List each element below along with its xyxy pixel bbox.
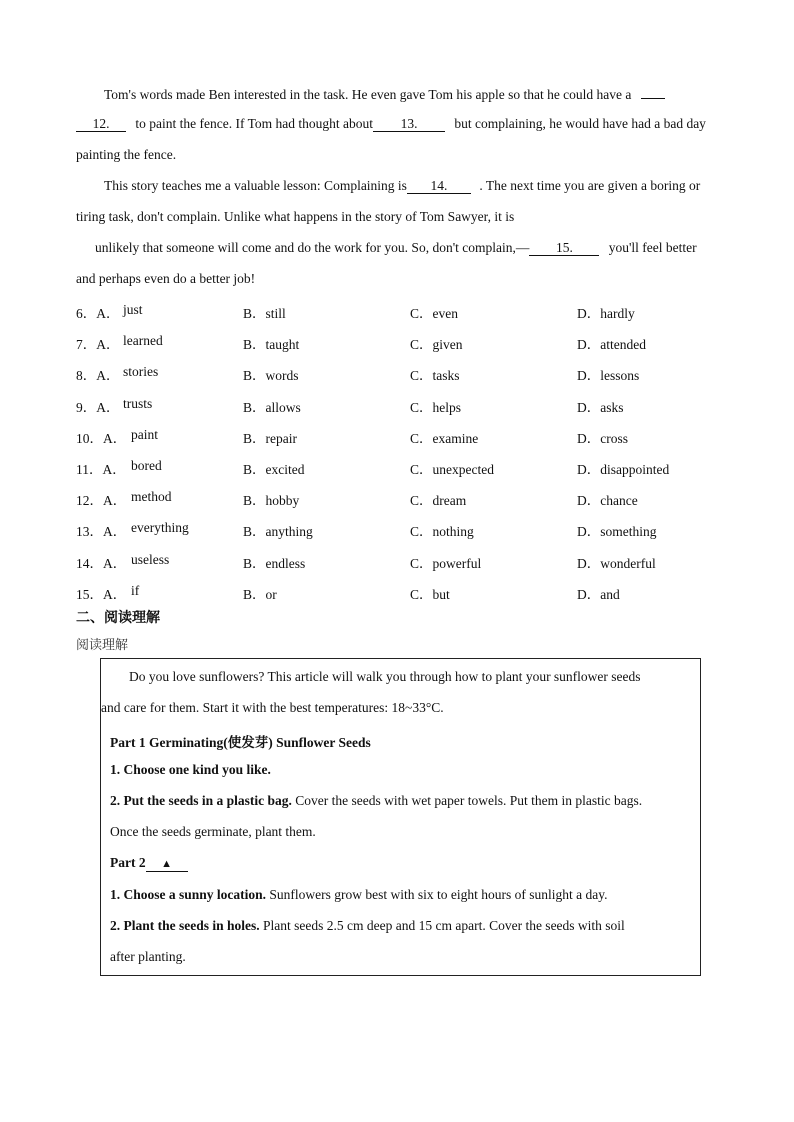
passage-text: unlikely that someone will come and do the work for you. So, don't complain,— xyxy=(95,240,530,255)
part2-blank: ▲ xyxy=(146,857,188,872)
answer-blank-15: 15. xyxy=(529,241,599,256)
passage-text: you'll feel better xyxy=(608,240,697,255)
passage-line xyxy=(76,271,255,287)
option-c: C．helps xyxy=(410,399,462,415)
option-a: learned xyxy=(123,333,163,349)
step-heading: 2. Put the seeds in a plastic bag. xyxy=(110,793,292,808)
passage-text: to paint the fence. If Tom had thought about xyxy=(135,116,373,131)
option-d: D．disappointed xyxy=(577,462,670,477)
option-d: D．attended xyxy=(577,337,646,353)
option-b: B．or xyxy=(243,586,277,602)
step-text: Once the seeds germinate, plant them. xyxy=(110,824,316,839)
question-number: 6．A． xyxy=(76,306,120,321)
option-d: D．lessons xyxy=(577,368,640,384)
step-line xyxy=(110,887,608,903)
passage-text: tiring task, don't complain. Unlike what happens in the story of Tom Sawyer, it is xyxy=(76,209,515,224)
step-heading: 2. Plant the seeds in holes. xyxy=(110,918,260,933)
option-a: paint xyxy=(131,426,158,442)
part1-heading: Part 1 Germinating(使发芽) Sunflower Seeds xyxy=(110,735,371,750)
answer-blank-13: 13. xyxy=(373,117,445,132)
question-number: 15．A． xyxy=(76,586,127,602)
question-number: 13．A． xyxy=(76,524,127,540)
question-number: 12．A． xyxy=(76,493,127,509)
part2-label: Part 2 xyxy=(110,855,146,870)
answer-blank xyxy=(641,84,665,99)
option-a: trusts xyxy=(123,395,153,411)
option-d: D．hardly xyxy=(577,306,635,321)
answer-blank-12: 12. xyxy=(76,117,126,132)
part2-heading xyxy=(110,855,188,872)
step-text: Plant seeds 2.5 cm deep and 15 cm apart. Cover the seeds with soil xyxy=(259,918,625,933)
option-d: D．cross xyxy=(577,430,628,446)
option-b: B．repair xyxy=(243,430,297,446)
option-c: C．given xyxy=(410,337,463,353)
option-d: D．chance xyxy=(577,493,638,509)
option-b: B．excited xyxy=(243,462,305,477)
passage-text: . The next time you are given a boring or xyxy=(479,178,701,193)
question-number: 8．A． xyxy=(76,368,120,384)
option-c: C．examine xyxy=(410,430,479,446)
step-heading: 1. Choose a sunny location. xyxy=(110,887,267,902)
reading-passage-box xyxy=(100,658,701,976)
answer-blank-14: 14. xyxy=(407,179,471,194)
step-line xyxy=(110,918,625,934)
option-c: C．dream xyxy=(410,493,467,509)
step-heading: 1. Choose one kind you like. xyxy=(110,762,271,777)
question-number: 11．A． xyxy=(76,462,126,477)
step-line xyxy=(110,793,642,809)
option-d: D．and xyxy=(577,586,620,602)
option-a: bored xyxy=(131,458,162,473)
option-a: everything xyxy=(131,520,189,536)
option-b: B．anything xyxy=(243,524,313,540)
intro-line: Do you love sunflowers? This article will walk you through how to plant your sunflower seeds xyxy=(129,669,641,684)
option-c: C．nothing xyxy=(410,524,474,540)
option-b: B．words xyxy=(243,368,299,384)
option-a: if xyxy=(131,582,140,598)
passage-line xyxy=(76,116,706,132)
option-b: B．hobby xyxy=(243,493,300,509)
option-a: method xyxy=(131,489,172,505)
option-c: C．powerful xyxy=(410,555,482,571)
option-b: B．endless xyxy=(243,555,306,571)
option-b: B．still xyxy=(243,306,286,321)
step-text: after planting. xyxy=(110,949,186,964)
question-number: 9．A． xyxy=(76,399,120,415)
section-title: 二、阅读理解 xyxy=(76,610,160,626)
passage-text: This story teaches me a valuable lesson: Complaining is xyxy=(104,178,407,193)
passage-text: but complaining, he would have had a bad day xyxy=(454,116,706,131)
passage-line xyxy=(95,240,697,256)
option-d: D．something xyxy=(577,524,657,540)
intro-line: and care for them. Start it with the best temperatures: 18~33°C. xyxy=(101,700,444,715)
option-c: C．tasks xyxy=(410,368,460,384)
option-d: D．asks xyxy=(577,399,624,415)
passage-text: and perhaps even do a better job! xyxy=(76,271,256,286)
option-a: stories xyxy=(123,364,159,380)
passage-line xyxy=(76,147,176,163)
question-number: 7．A． xyxy=(76,337,120,353)
passage-line xyxy=(104,84,665,103)
question-number: 14．A． xyxy=(76,555,127,571)
option-c: C．unexpected xyxy=(410,462,494,477)
passage-line xyxy=(76,209,514,225)
passage-line xyxy=(104,178,700,194)
section-subtitle: 阅读理解 xyxy=(76,638,129,653)
option-d: D．wonderful xyxy=(577,555,656,571)
option-a: just xyxy=(123,302,143,317)
passage-text: Tom's words made Ben interested in the task. He even gave Tom his apple so that he could have a xyxy=(104,87,632,102)
option-b: B．taught xyxy=(243,337,300,353)
option-b: B．allows xyxy=(243,399,301,415)
step-text: Sunflowers grow best with six to eight hours of sunlight a day. xyxy=(266,887,608,902)
question-number: 10．A． xyxy=(76,430,127,446)
option-a: useless xyxy=(131,551,170,567)
passage-text: painting the fence. xyxy=(76,147,177,162)
option-c: C．even xyxy=(410,306,458,321)
step-text: Cover the seeds with wet paper towels. Put them in plastic bags. xyxy=(291,793,643,808)
option-c: C．but xyxy=(410,586,450,602)
